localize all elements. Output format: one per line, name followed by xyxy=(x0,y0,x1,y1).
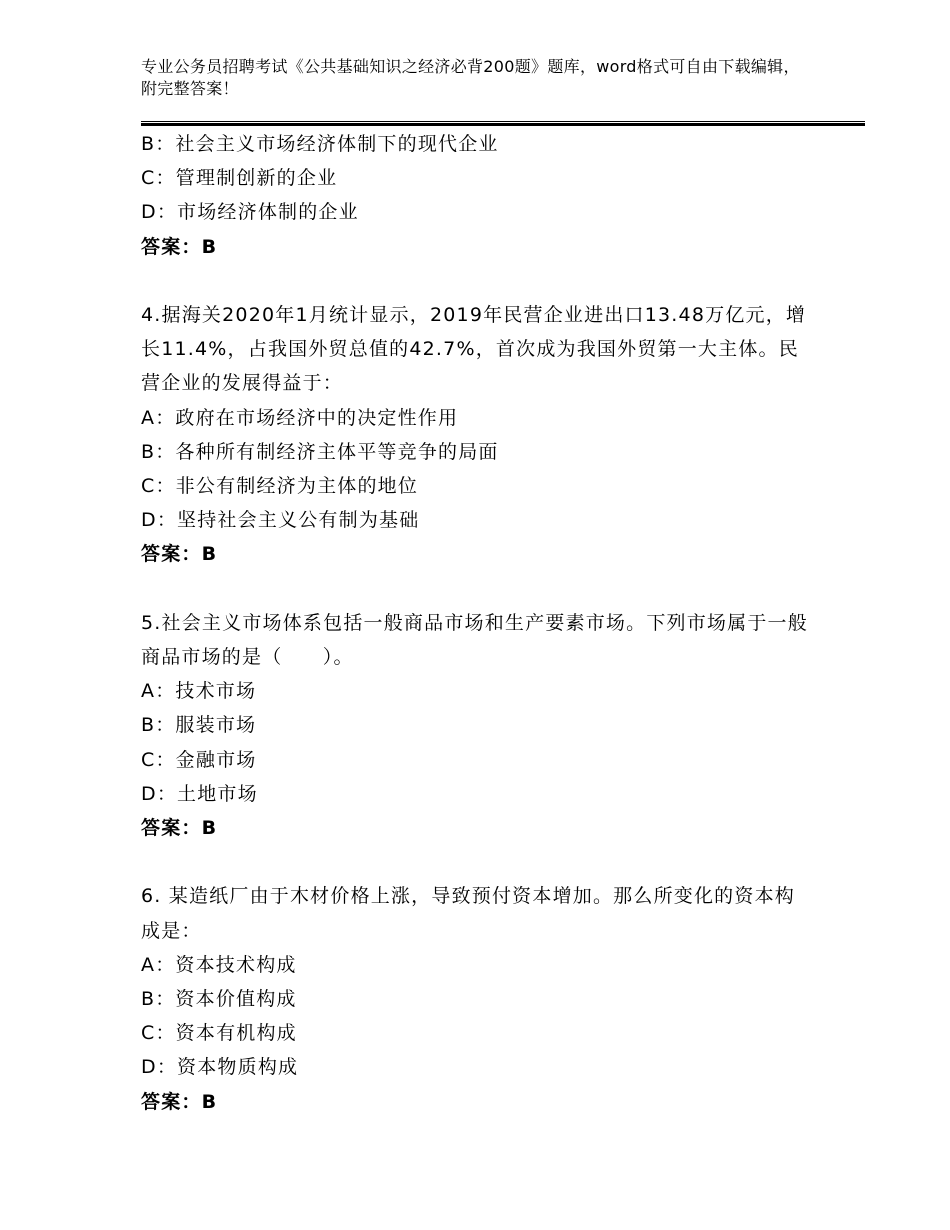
option-a: A：技术市场 xyxy=(141,680,257,703)
option-b: B：资本价值构成 xyxy=(141,988,297,1011)
question-list xyxy=(141,127,811,1119)
question-stem: 6. 某造纸厂由于木材价格上涨，导致预付资本增加。那么所变化的资本构成是： xyxy=(141,885,795,942)
question-6 xyxy=(141,879,811,1118)
option-a: A：政府在市场经济中的决定性作用 xyxy=(141,406,459,429)
option-c: C：资本有机构成 xyxy=(141,1022,297,1045)
answer: 答案：B xyxy=(141,543,218,566)
question-stem: 4.据海关2020年1月统计显示，2019年民营企业进出口13.48万亿元，增长11.4%，占我国外贸总值的42.7%，首次成为我国外贸第一大主体。民营企业的发展得益于： xyxy=(141,304,807,395)
option-c: C：管理制创新的企业 xyxy=(141,167,338,190)
answer: 答案：B xyxy=(141,235,218,258)
answer: 答案：B xyxy=(141,1090,218,1113)
question-5 xyxy=(141,606,811,845)
option-c: C：非公有制经济为主体的地位 xyxy=(141,475,419,498)
question-stem: 5.社会主义市场体系包括一般商品市场和生产要素市场。下列市场属于一般商品市场的是（ ）。 xyxy=(141,611,808,669)
spacer xyxy=(141,264,811,298)
question-4 xyxy=(141,298,811,572)
option-a: A：资本技术构成 xyxy=(141,953,297,976)
page-header: 专业公务员招聘考试《公共基础知识之经济必背200题》题库，word格式可自由下载编辑，附完整答案！ xyxy=(141,57,800,98)
option-d: D：土地市场 xyxy=(141,782,258,805)
option-d: D：资本物质构成 xyxy=(141,1056,299,1079)
option-c: C：金融市场 xyxy=(141,748,257,771)
option-b: B：服装市场 xyxy=(141,714,257,737)
spacer xyxy=(141,572,811,606)
option-b: B：各种所有制经济主体平等竞争的局面 xyxy=(141,440,499,463)
option-d: D：市场经济体制的企业 xyxy=(141,201,359,224)
spacer xyxy=(141,845,811,879)
header-divider-top xyxy=(141,121,865,122)
question-3 xyxy=(141,127,811,264)
header-divider-bottom xyxy=(141,125,865,126)
answer: 答案：B xyxy=(141,817,218,840)
option-d: D：坚持社会主义公有制为基础 xyxy=(141,509,420,532)
option-b: B：社会主义市场经济体制下的现代企业 xyxy=(141,133,499,155)
